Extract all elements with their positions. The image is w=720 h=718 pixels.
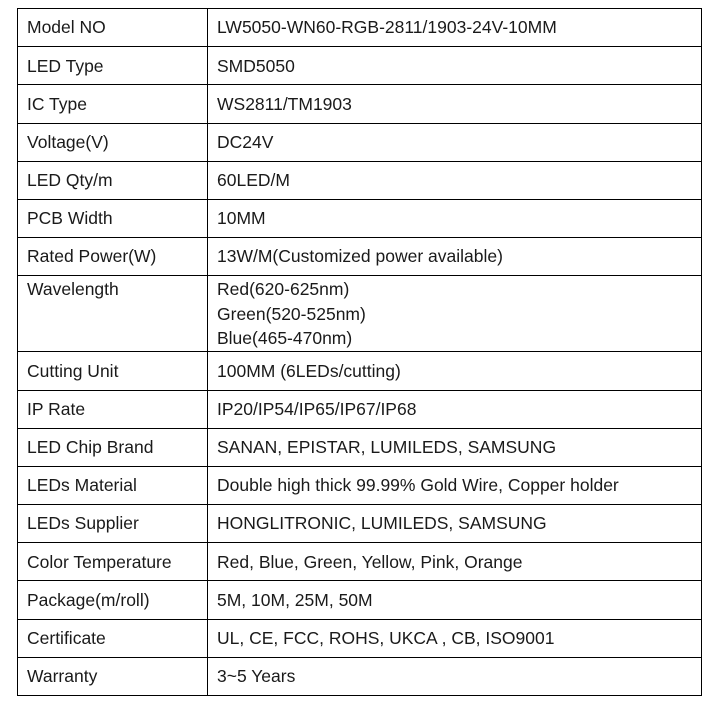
table-row	[18, 199, 702, 237]
spec-value: IP20/IP54/IP65/IP67/IP68	[208, 390, 702, 428]
table-row	[18, 581, 702, 619]
table-row	[18, 543, 702, 581]
spec-value: SMD5050	[208, 47, 702, 85]
spec-label: LED Type	[18, 47, 208, 85]
spec-value: WS2811/TM1903	[208, 85, 702, 123]
table-row	[18, 619, 702, 657]
table-row	[18, 238, 702, 276]
spec-label: LED Chip Brand	[18, 428, 208, 466]
table-row	[18, 47, 702, 85]
spec-label: LEDs Material	[18, 466, 208, 504]
table-row	[18, 466, 702, 504]
spec-value: Red, Blue, Green, Yellow, Pink, Orange	[208, 543, 702, 581]
spec-value: 100MM (6LEDs/cutting)	[208, 352, 702, 390]
spec-label: Certificate	[18, 619, 208, 657]
spec-label: LEDs Supplier	[18, 505, 208, 543]
spec-label: Warranty	[18, 657, 208, 695]
spec-value: LW5050-WN60-RGB-2811/1903-24V-10MM	[208, 9, 702, 47]
table-row	[18, 85, 702, 123]
table-row	[18, 123, 702, 161]
table-row	[18, 390, 702, 428]
table-row	[18, 352, 702, 390]
spec-label: IC Type	[18, 85, 208, 123]
spec-value: Double high thick 99.99% Gold Wire, Copper holder	[208, 466, 702, 504]
spec-value: 10MM	[208, 199, 702, 237]
spec-label: Wavelength	[18, 276, 208, 352]
spec-table	[17, 8, 702, 696]
table-row	[18, 276, 702, 352]
spec-value: 5M, 10M, 25M, 50M	[208, 581, 702, 619]
table-row	[18, 657, 702, 695]
table-row	[18, 161, 702, 199]
table-row	[18, 428, 702, 466]
wavelength-red: Red(620-625nm)	[217, 279, 350, 300]
wavelength-green: Green(520-525nm)	[217, 303, 366, 324]
spec-value-multiline	[208, 276, 702, 352]
spec-value: HONGLITRONIC, LUMILEDS, SAMSUNG	[208, 505, 702, 543]
spec-label: Color Temperature	[18, 543, 208, 581]
table-row	[18, 505, 702, 543]
spec-label: Package(m/roll)	[18, 581, 208, 619]
spec-label: Model NO	[18, 9, 208, 47]
wavelength-blue: Blue(465-470nm)	[217, 328, 353, 349]
spec-value: 60LED/M	[208, 161, 702, 199]
spec-label: Rated Power(W)	[18, 238, 208, 276]
spec-label: Voltage(V)	[18, 123, 208, 161]
spec-label: Cutting Unit	[18, 352, 208, 390]
spec-label: LED Qty/m	[18, 161, 208, 199]
table-row	[18, 9, 702, 47]
spec-value: DC24V	[208, 123, 702, 161]
spec-label: IP Rate	[18, 390, 208, 428]
spec-value: 13W/M(Customized power available)	[208, 238, 702, 276]
spec-value: SANAN, EPISTAR, LUMILEDS, SAMSUNG	[208, 428, 702, 466]
spec-label: PCB Width	[18, 199, 208, 237]
spec-value: 3~5 Years	[208, 657, 702, 695]
spec-value: UL, CE, FCC, ROHS, UKCA , CB, ISO9001	[208, 619, 702, 657]
